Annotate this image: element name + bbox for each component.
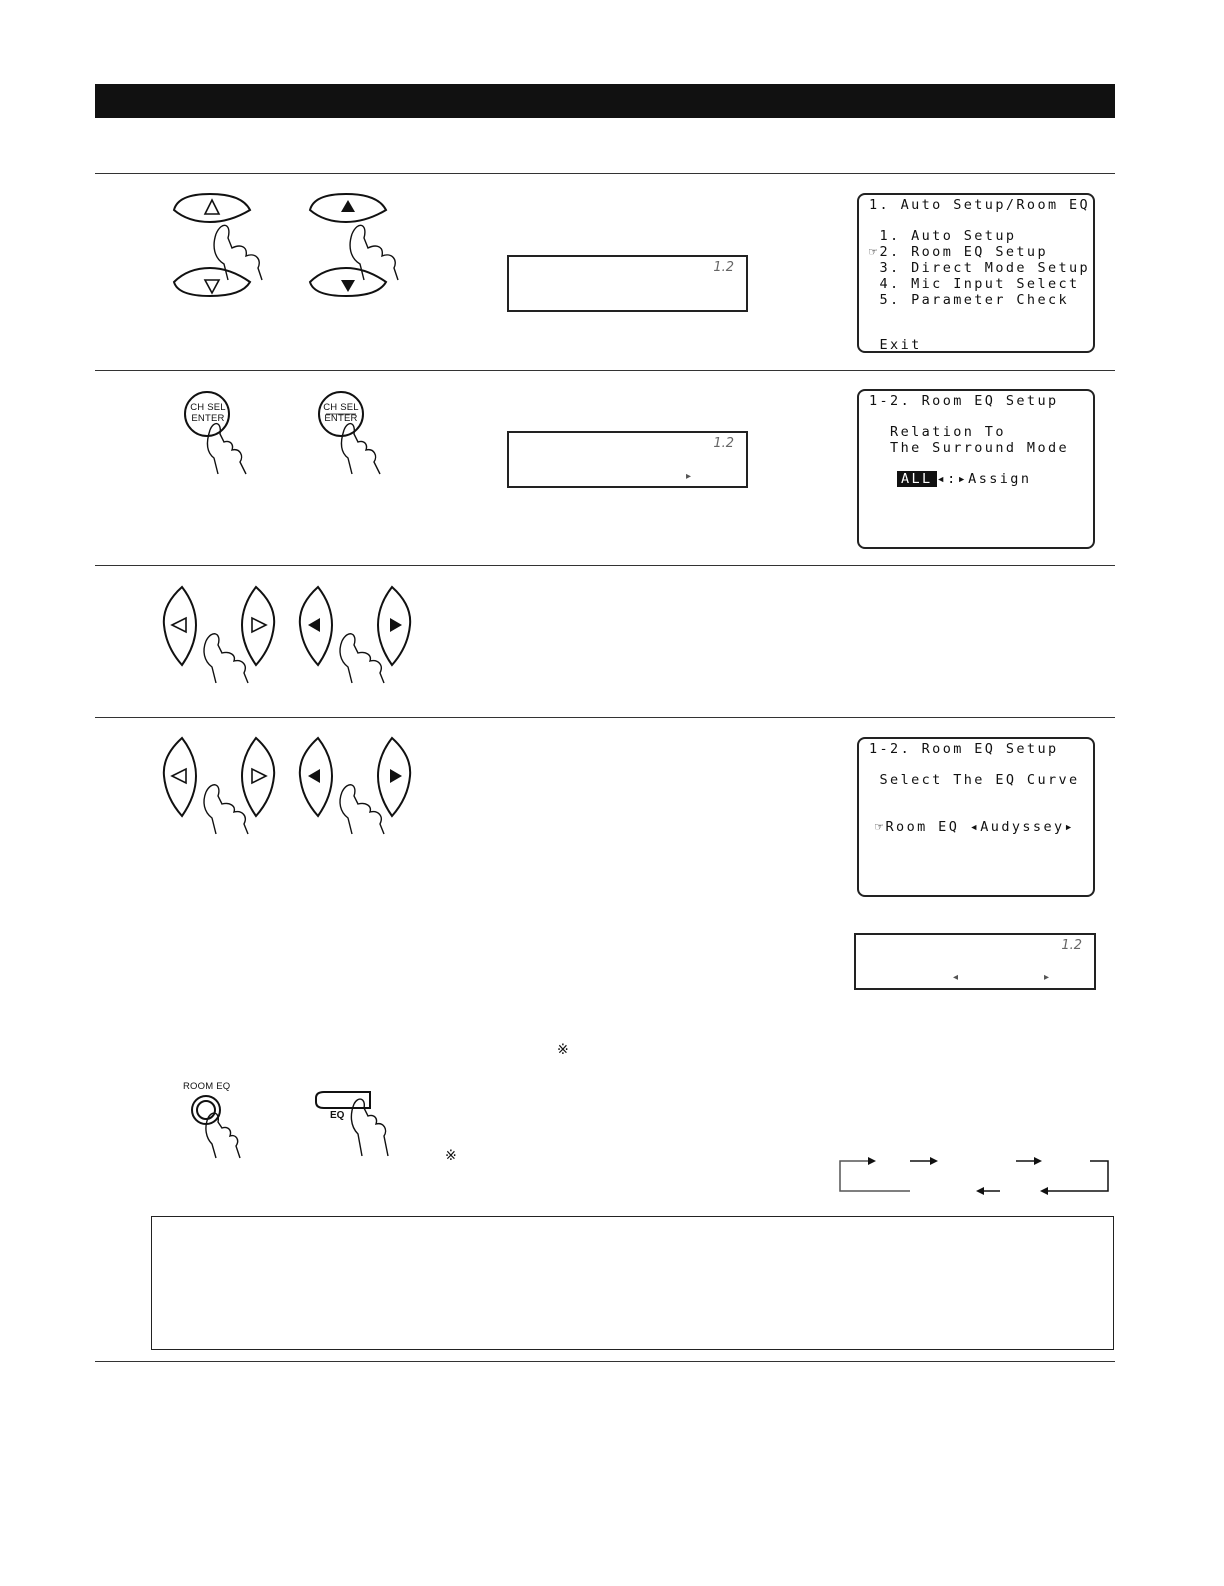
right-arrow-indicator-icon: ▸ [686, 471, 692, 482]
display-number: 1.2 [713, 260, 734, 275]
front-display-3 [854, 933, 1096, 990]
osd-title: 1. Auto Setup/Room EQ [869, 197, 1091, 213]
cursor-left-right-buttons-outline[interactable] [160, 736, 280, 836]
reference-mark: ※ [557, 1042, 569, 1058]
osd-selected-all: ALL [897, 471, 937, 487]
reference-mark: ※ [445, 1148, 457, 1164]
osd-exit: Exit [869, 337, 922, 353]
divider [95, 717, 1115, 718]
osd-item: 3. Direct Mode Setup [869, 260, 1091, 276]
cursor-left-right-buttons-outline[interactable] [160, 585, 280, 685]
front-display-1 [507, 255, 748, 312]
note-box [151, 1216, 1114, 1350]
cursor-left-right-buttons-filled[interactable] [296, 736, 416, 836]
left-arrow-indicator-icon: ◂ [953, 972, 959, 983]
osd-item: 1. Auto Setup [869, 228, 1017, 244]
display-number: 1.2 [1061, 938, 1082, 953]
osd-room-eq-curve [857, 737, 1095, 897]
section-header-bar [95, 84, 1115, 118]
cursor-up-down-buttons-filled[interactable] [306, 190, 406, 300]
cursor-left-right-buttons-filled[interactable] [296, 585, 416, 685]
osd-text: Select The EQ Curve [869, 772, 1080, 788]
enter-label: ENTER [191, 413, 225, 424]
osd-item: 5. Parameter Check [869, 292, 1070, 308]
eq-cycle-diagram [838, 1155, 1113, 1197]
osd-item-selected: ☞2. Room EQ Setup [869, 244, 1048, 260]
eq-label: EQ [330, 1110, 345, 1121]
osd-option [897, 471, 1031, 487]
osd-title: 1-2. Room EQ Setup [869, 741, 1059, 757]
divider [95, 565, 1115, 566]
ch-sel-label: CH SEL [190, 402, 226, 413]
ch-sel-label: CH SEL [323, 402, 359, 413]
osd-text: Relation To [869, 424, 1006, 440]
room-eq-button[interactable] [190, 1094, 260, 1160]
display-number: 1.2 [713, 436, 734, 451]
divider [95, 1361, 1115, 1362]
divider [95, 370, 1115, 371]
eq-remote-button[interactable] [312, 1090, 402, 1162]
right-arrow-indicator-icon: ▸ [1044, 972, 1050, 983]
osd-title: 1-2. Room EQ Setup [869, 393, 1059, 409]
divider [95, 173, 1115, 174]
room-eq-label: ROOM EQ [183, 1081, 231, 1092]
osd-option-rest: ◂:▸Assign [936, 471, 1032, 487]
cursor-up-down-buttons-outline[interactable] [170, 190, 270, 300]
osd-room-eq-relation [857, 389, 1095, 549]
osd-item: 4. Mic Input Select [869, 276, 1080, 292]
front-display-2 [507, 431, 748, 488]
osd-text: The Surround Mode [869, 440, 1070, 456]
enter-label: ENTER [324, 413, 358, 424]
osd-auto-setup-menu [857, 193, 1095, 353]
osd-option: ☞Room EQ ◂Audyssey▸ [875, 819, 1076, 835]
